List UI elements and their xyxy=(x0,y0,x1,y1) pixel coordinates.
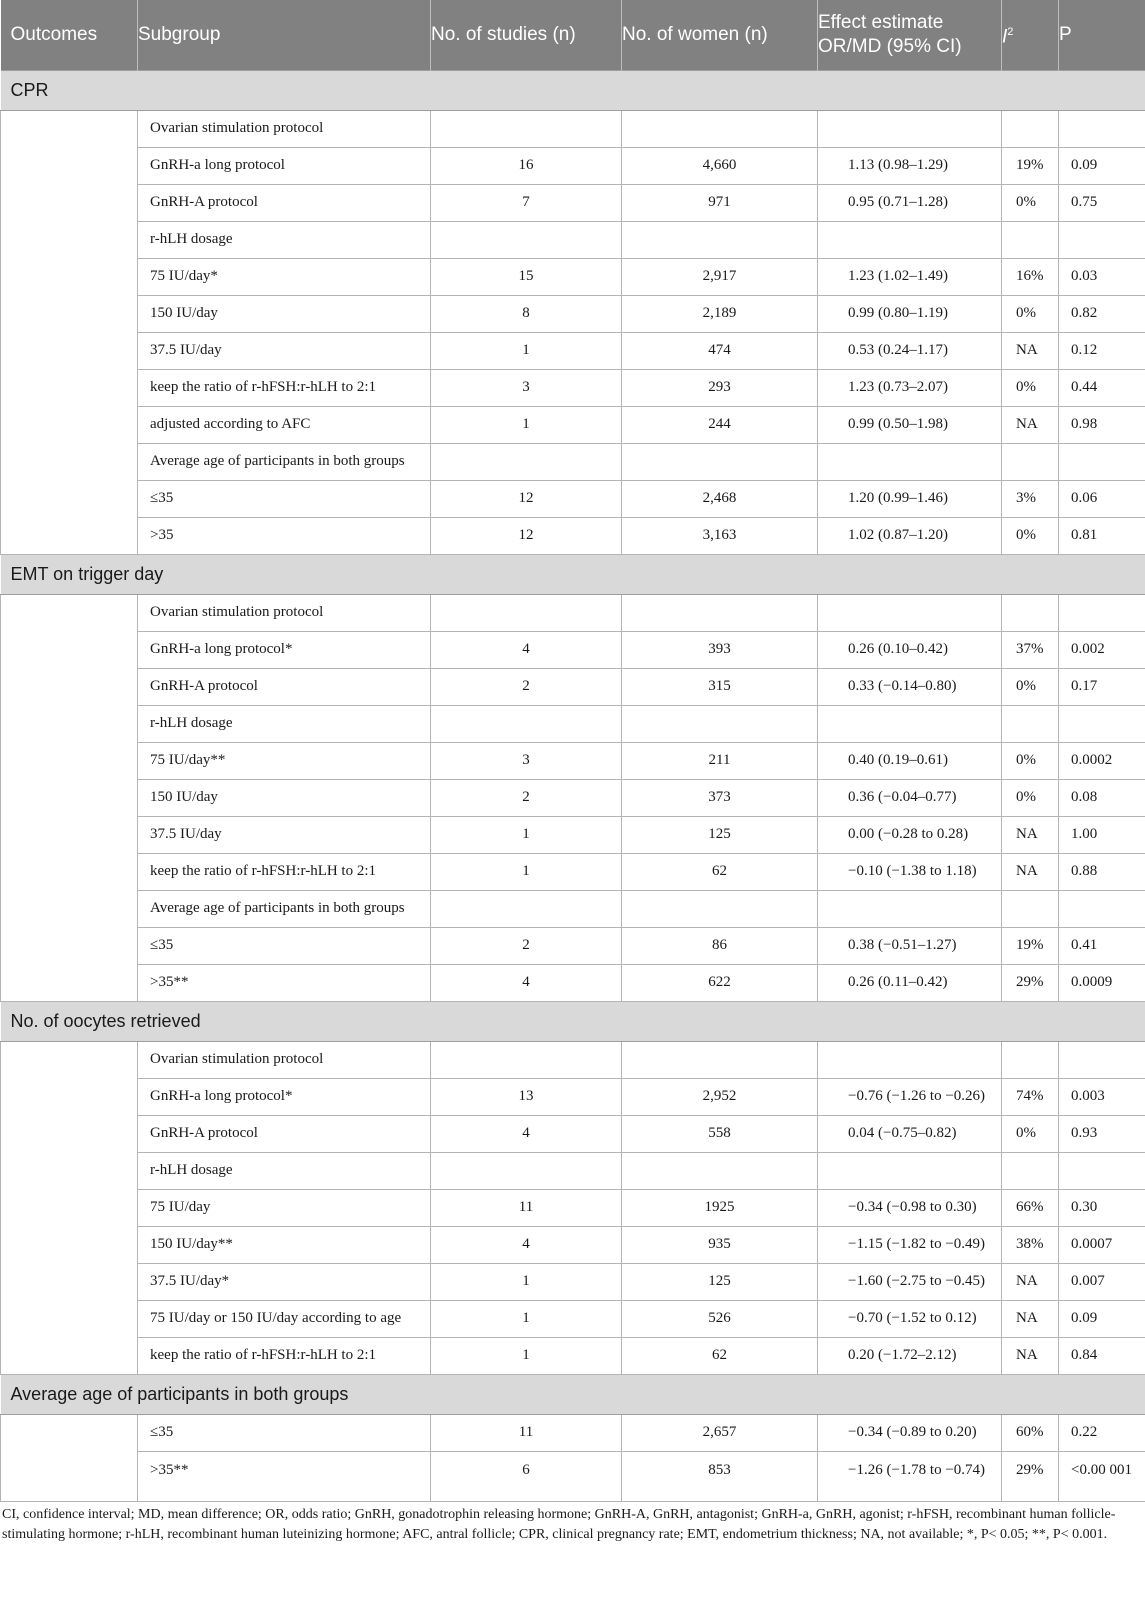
table-row xyxy=(1,480,1145,517)
cell-p: 0.12 xyxy=(1059,332,1145,369)
cell-women: 526 xyxy=(622,1300,818,1337)
section-row xyxy=(1,1374,1145,1414)
cell-effect-estimate: 0.40 (0.19–0.61) xyxy=(818,742,1002,779)
cell-studies: 7 xyxy=(431,184,622,221)
cell-women: 373 xyxy=(622,779,818,816)
table-row xyxy=(1,964,1145,1001)
cell-i2: 0% xyxy=(1002,517,1059,554)
cell-p xyxy=(1059,1041,1145,1078)
cell-effect-estimate xyxy=(818,705,1002,742)
cell-studies: 2 xyxy=(431,779,622,816)
cell-women: 2,917 xyxy=(622,258,818,295)
cell-studies: 8 xyxy=(431,295,622,332)
cell-p: 0.003 xyxy=(1059,1078,1145,1115)
outcome-spacer-cell xyxy=(1,594,138,1001)
cell-subgroup: 37.5 IU/day xyxy=(138,816,431,853)
table-row xyxy=(1,1300,1145,1337)
table-row xyxy=(1,110,1145,147)
cell-women: 2,468 xyxy=(622,480,818,517)
cell-subgroup: keep the ratio of r-hFSH:r-hLH to 2:1 xyxy=(138,369,431,406)
cell-p: 0.30 xyxy=(1059,1189,1145,1226)
outcome-spacer-cell xyxy=(1,1041,138,1374)
cell-i2 xyxy=(1002,443,1059,480)
table-row xyxy=(1,594,1145,631)
cell-p: 0.98 xyxy=(1059,406,1145,443)
table-footnote: CI, confidence interval; MD, mean difference; OR, odds ratio; GnRH, gonadotrophin releasing hormone; GnRH-A, GnRH, antagonist; GnRH-a, GnRH, agonist; r-hFSH, recombinant human follicle-stimulating hormone; r-hLH, recombinant human luteinizing hormone; AFC, antral follicle; CPR, clinical pregnancy rate; EMT, endometrium thickness; NA, not available; *, P< 0.05; **, P< 0.001. xyxy=(2,1507,1116,1542)
table-header xyxy=(1,0,1145,70)
cell-i2: 0% xyxy=(1002,369,1059,406)
cell-i2: 16% xyxy=(1002,258,1059,295)
cell-subgroup: >35** xyxy=(138,964,431,1001)
header-p: P xyxy=(1059,0,1145,70)
cell-i2: 0% xyxy=(1002,742,1059,779)
cell-women: 211 xyxy=(622,742,818,779)
cell-p: 0.22 xyxy=(1059,1414,1145,1451)
cell-i2: 19% xyxy=(1002,927,1059,964)
cell-effect-estimate: 1.13 (0.98–1.29) xyxy=(818,147,1002,184)
cell-studies: 3 xyxy=(431,369,622,406)
cell-subgroup: r-hLH dosage xyxy=(138,705,431,742)
cell-effect-estimate xyxy=(818,890,1002,927)
cell-subgroup: GnRH-A protocol xyxy=(138,184,431,221)
table-row xyxy=(1,147,1145,184)
cell-p: 0.09 xyxy=(1059,1300,1145,1337)
cell-p: 0.44 xyxy=(1059,369,1145,406)
cell-women: 62 xyxy=(622,853,818,890)
cell-women: 1925 xyxy=(622,1189,818,1226)
cell-studies xyxy=(431,890,622,927)
cell-i2: NA xyxy=(1002,1300,1059,1337)
cell-women xyxy=(622,221,818,258)
cell-subgroup: 75 IU/day or 150 IU/day according to age xyxy=(138,1300,431,1337)
cell-studies: 15 xyxy=(431,258,622,295)
cell-p xyxy=(1059,705,1145,742)
cell-effect-estimate: −0.34 (−0.89 to 0.20) xyxy=(818,1414,1002,1451)
cell-i2: 74% xyxy=(1002,1078,1059,1115)
cell-effect-estimate: 1.23 (1.02–1.49) xyxy=(818,258,1002,295)
cell-subgroup: ≤35 xyxy=(138,927,431,964)
cell-p xyxy=(1059,1152,1145,1189)
header-subgroup: Subgroup xyxy=(138,0,431,70)
table-row xyxy=(1,295,1145,332)
cell-studies: 12 xyxy=(431,517,622,554)
cell-effect-estimate: 1.02 (0.87–1.20) xyxy=(818,517,1002,554)
cell-i2: NA xyxy=(1002,816,1059,853)
table-row xyxy=(1,1414,1145,1451)
cell-studies: 11 xyxy=(431,1414,622,1451)
cell-subgroup: 150 IU/day xyxy=(138,295,431,332)
cell-subgroup: Ovarian stimulation protocol xyxy=(138,594,431,631)
section-row xyxy=(1,1001,1145,1041)
cell-p xyxy=(1059,443,1145,480)
cell-women xyxy=(622,443,818,480)
cell-studies: 4 xyxy=(431,1115,622,1152)
table-row xyxy=(1,1226,1145,1263)
cell-p xyxy=(1059,594,1145,631)
table-row xyxy=(1,927,1145,964)
cell-studies: 1 xyxy=(431,1263,622,1300)
cell-effect-estimate: −1.26 (−1.78 to −0.74) xyxy=(818,1451,1002,1501)
table-row xyxy=(1,853,1145,890)
cell-effect-estimate: 0.33 (−0.14–0.80) xyxy=(818,668,1002,705)
cell-subgroup: GnRH-a long protocol* xyxy=(138,1078,431,1115)
cell-subgroup: keep the ratio of r-hFSH:r-hLH to 2:1 xyxy=(138,1337,431,1374)
table-body xyxy=(1,70,1145,1501)
cell-effect-estimate xyxy=(818,110,1002,147)
table-row xyxy=(1,369,1145,406)
table-row xyxy=(1,705,1145,742)
cell-women: 2,189 xyxy=(622,295,818,332)
table-row xyxy=(1,258,1145,295)
cell-women: 393 xyxy=(622,631,818,668)
cell-studies: 1 xyxy=(431,1337,622,1374)
cell-i2: NA xyxy=(1002,853,1059,890)
cell-effect-estimate: −0.76 (−1.26 to −0.26) xyxy=(818,1078,1002,1115)
cell-subgroup: Average age of participants in both groups xyxy=(138,890,431,927)
cell-studies xyxy=(431,1041,622,1078)
header-i2 xyxy=(1002,0,1059,70)
cell-studies: 3 xyxy=(431,742,622,779)
cell-i2 xyxy=(1002,594,1059,631)
cell-p: 0.93 xyxy=(1059,1115,1145,1152)
section-title: No. of oocytes retrieved xyxy=(1,1001,1145,1041)
cell-subgroup: 75 IU/day* xyxy=(138,258,431,295)
cell-effect-estimate: 0.26 (0.11–0.42) xyxy=(818,964,1002,1001)
cell-women xyxy=(622,594,818,631)
table-row xyxy=(1,1041,1145,1078)
header-outcomes: Outcomes xyxy=(10,23,98,45)
cell-studies: 13 xyxy=(431,1078,622,1115)
cell-i2 xyxy=(1002,890,1059,927)
cell-effect-estimate xyxy=(818,594,1002,631)
cell-effect-estimate xyxy=(818,443,1002,480)
cell-p: 0.08 xyxy=(1059,779,1145,816)
cell-i2 xyxy=(1002,110,1059,147)
table-row xyxy=(1,1337,1145,1374)
cell-studies: 11 xyxy=(431,1189,622,1226)
table-row xyxy=(1,443,1145,480)
cell-studies: 1 xyxy=(431,816,622,853)
cell-effect-estimate: 0.00 (−0.28 to 0.28) xyxy=(818,816,1002,853)
cell-studies: 6 xyxy=(431,1451,622,1501)
cell-effect-estimate: 0.99 (0.50–1.98) xyxy=(818,406,1002,443)
section-row xyxy=(1,70,1145,110)
cell-i2: 19% xyxy=(1002,147,1059,184)
cell-effect-estimate: 0.99 (0.80–1.19) xyxy=(818,295,1002,332)
cell-p: <0.00 001 xyxy=(1059,1451,1145,1501)
cell-studies: 1 xyxy=(431,853,622,890)
cell-effect-estimate: 0.04 (−0.75–0.82) xyxy=(818,1115,1002,1152)
table-row xyxy=(1,406,1145,443)
cell-i2 xyxy=(1002,1152,1059,1189)
cell-effect-estimate xyxy=(818,1041,1002,1078)
cell-women xyxy=(622,705,818,742)
cell-i2: 66% xyxy=(1002,1189,1059,1226)
cell-effect-estimate: 0.26 (0.10–0.42) xyxy=(818,631,1002,668)
cell-subgroup: 37.5 IU/day xyxy=(138,332,431,369)
table-row xyxy=(1,742,1145,779)
cell-effect-estimate: −0.34 (−0.98 to 0.30) xyxy=(818,1189,1002,1226)
table-row xyxy=(1,332,1145,369)
cell-effect-estimate: −1.60 (−2.75 to −0.45) xyxy=(818,1263,1002,1300)
cell-subgroup: ≤35 xyxy=(138,480,431,517)
cell-studies: 12 xyxy=(431,480,622,517)
section-title: EMT on trigger day xyxy=(1,554,1145,594)
cell-studies xyxy=(431,594,622,631)
cell-p: 0.03 xyxy=(1059,258,1145,295)
table-row xyxy=(1,668,1145,705)
cell-effect-estimate: 0.20 (−1.72–2.12) xyxy=(818,1337,1002,1374)
cell-i2: 29% xyxy=(1002,1451,1059,1501)
header-effect-estimate xyxy=(818,0,1002,70)
cell-i2 xyxy=(1002,1041,1059,1078)
table-row xyxy=(1,1078,1145,1115)
cell-women: 2,657 xyxy=(622,1414,818,1451)
cell-women xyxy=(622,110,818,147)
cell-p: 0.84 xyxy=(1059,1337,1145,1374)
cell-i2: 37% xyxy=(1002,631,1059,668)
cell-p: 0.007 xyxy=(1059,1263,1145,1300)
cell-i2: 0% xyxy=(1002,295,1059,332)
cell-women xyxy=(622,1041,818,1078)
cell-women: 62 xyxy=(622,1337,818,1374)
cell-p: 0.09 xyxy=(1059,147,1145,184)
cell-effect-estimate: −0.10 (−1.38 to 1.18) xyxy=(818,853,1002,890)
cell-i2: 0% xyxy=(1002,668,1059,705)
cell-women: 474 xyxy=(622,332,818,369)
cell-women: 935 xyxy=(622,1226,818,1263)
cell-women: 971 xyxy=(622,184,818,221)
cell-i2 xyxy=(1002,221,1059,258)
cell-subgroup: ≤35 xyxy=(138,1414,431,1451)
table-row xyxy=(1,1152,1145,1189)
cell-studies: 16 xyxy=(431,147,622,184)
cell-p xyxy=(1059,890,1145,927)
cell-subgroup: Average age of participants in both groups xyxy=(138,443,431,480)
cell-subgroup: Ovarian stimulation protocol xyxy=(138,110,431,147)
header-i2-sup: 2 xyxy=(1007,26,1014,39)
cell-effect-estimate: −1.15 (−1.82 to −0.49) xyxy=(818,1226,1002,1263)
section-row xyxy=(1,554,1145,594)
section-title: CPR xyxy=(1,70,1145,110)
cell-women: 86 xyxy=(622,927,818,964)
cell-studies: 2 xyxy=(431,668,622,705)
table-row xyxy=(1,517,1145,554)
cell-p: 0.17 xyxy=(1059,668,1145,705)
cell-studies: 4 xyxy=(431,631,622,668)
cell-effect-estimate xyxy=(818,221,1002,258)
header-effect-line1: Effect estimate xyxy=(818,11,944,33)
header-studies: No. of studies (n) xyxy=(431,0,622,70)
cell-p: 0.41 xyxy=(1059,927,1145,964)
table-row xyxy=(1,816,1145,853)
cell-p: 0.75 xyxy=(1059,184,1145,221)
cell-subgroup: GnRH-A protocol xyxy=(138,668,431,705)
cell-effect-estimate: 0.38 (−0.51–1.27) xyxy=(818,927,1002,964)
table-row xyxy=(1,221,1145,258)
cell-subgroup: r-hLH dosage xyxy=(138,221,431,258)
cell-subgroup: 75 IU/day** xyxy=(138,742,431,779)
cell-subgroup: GnRH-a long protocol xyxy=(138,147,431,184)
cell-women: 125 xyxy=(622,816,818,853)
cell-subgroup: >35 xyxy=(138,517,431,554)
cell-p: 0.81 xyxy=(1059,517,1145,554)
cell-studies xyxy=(431,110,622,147)
cell-effect-estimate: 1.20 (0.99–1.46) xyxy=(818,480,1002,517)
cell-effect-estimate: −0.70 (−1.52 to 0.12) xyxy=(818,1300,1002,1337)
cell-i2: 38% xyxy=(1002,1226,1059,1263)
cell-p: 0.002 xyxy=(1059,631,1145,668)
cell-subgroup: 150 IU/day** xyxy=(138,1226,431,1263)
cell-p xyxy=(1059,221,1145,258)
cell-subgroup: >35** xyxy=(138,1451,431,1501)
cell-i2: 0% xyxy=(1002,779,1059,816)
cell-effect-estimate: 0.53 (0.24–1.17) xyxy=(818,332,1002,369)
cell-p: 0.0002 xyxy=(1059,742,1145,779)
cell-women xyxy=(622,890,818,927)
cell-women: 3,163 xyxy=(622,517,818,554)
cell-subgroup: r-hLH dosage xyxy=(138,1152,431,1189)
header-i2-base: I xyxy=(1002,26,1008,48)
cell-effect-estimate: 1.23 (0.73–2.07) xyxy=(818,369,1002,406)
cell-studies xyxy=(431,443,622,480)
cell-women: 2,952 xyxy=(622,1078,818,1115)
cell-p: 0.0009 xyxy=(1059,964,1145,1001)
cell-women: 4,660 xyxy=(622,147,818,184)
outcome-spacer-cell xyxy=(1,110,138,554)
table-row xyxy=(1,631,1145,668)
cell-p: 0.0007 xyxy=(1059,1226,1145,1263)
cell-studies: 1 xyxy=(431,406,622,443)
cell-i2: NA xyxy=(1002,1263,1059,1300)
cell-i2: NA xyxy=(1002,332,1059,369)
cell-i2 xyxy=(1002,705,1059,742)
cell-subgroup: 150 IU/day xyxy=(138,779,431,816)
section-title: Average age of participants in both groups xyxy=(1,1374,1145,1414)
table-row xyxy=(1,1115,1145,1152)
cell-p: 0.06 xyxy=(1059,480,1145,517)
cell-p: 0.88 xyxy=(1059,853,1145,890)
cell-women: 853 xyxy=(622,1451,818,1501)
cell-studies: 4 xyxy=(431,1226,622,1263)
cell-i2: 3% xyxy=(1002,480,1059,517)
cell-subgroup: keep the ratio of r-hFSH:r-hLH to 2:1 xyxy=(138,853,431,890)
cell-women: 315 xyxy=(622,668,818,705)
cell-p xyxy=(1059,110,1145,147)
cell-i2: 60% xyxy=(1002,1414,1059,1451)
table-row xyxy=(1,1451,1145,1501)
header-women: No. of women (n) xyxy=(622,0,818,70)
table-row xyxy=(1,1189,1145,1226)
cell-women: 558 xyxy=(622,1115,818,1152)
cell-subgroup: GnRH-a long protocol* xyxy=(138,631,431,668)
outcome-spacer-cell xyxy=(1,1414,138,1501)
cell-effect-estimate: 0.95 (0.71–1.28) xyxy=(818,184,1002,221)
cell-i2: 0% xyxy=(1002,184,1059,221)
cell-effect-estimate: 0.36 (−0.04–0.77) xyxy=(818,779,1002,816)
table-row xyxy=(1,779,1145,816)
cell-subgroup: Ovarian stimulation protocol xyxy=(138,1041,431,1078)
table-row xyxy=(1,184,1145,221)
cell-subgroup: 75 IU/day xyxy=(138,1189,431,1226)
cell-studies: 1 xyxy=(431,1300,622,1337)
cell-studies xyxy=(431,705,622,742)
cell-effect-estimate xyxy=(818,1152,1002,1189)
cell-women xyxy=(622,1152,818,1189)
cell-subgroup: GnRH-A protocol xyxy=(138,1115,431,1152)
table-row xyxy=(1,1263,1145,1300)
cell-i2: NA xyxy=(1002,1337,1059,1374)
cell-p: 1.00 xyxy=(1059,816,1145,853)
cell-studies: 2 xyxy=(431,927,622,964)
cell-women: 622 xyxy=(622,964,818,1001)
cell-women: 125 xyxy=(622,1263,818,1300)
cell-women: 244 xyxy=(622,406,818,443)
cell-studies xyxy=(431,1152,622,1189)
cell-women: 293 xyxy=(622,369,818,406)
cell-studies xyxy=(431,221,622,258)
header-effect-line2: OR/MD (95% CI) xyxy=(818,35,962,57)
cell-subgroup: 37.5 IU/day* xyxy=(138,1263,431,1300)
cell-studies: 1 xyxy=(431,332,622,369)
cell-studies: 4 xyxy=(431,964,622,1001)
cell-i2: NA xyxy=(1002,406,1059,443)
cell-p: 0.82 xyxy=(1059,295,1145,332)
table-row xyxy=(1,890,1145,927)
cell-i2: 29% xyxy=(1002,964,1059,1001)
cell-i2: 0% xyxy=(1002,1115,1059,1152)
cell-subgroup: adjusted according to AFC xyxy=(138,406,431,443)
